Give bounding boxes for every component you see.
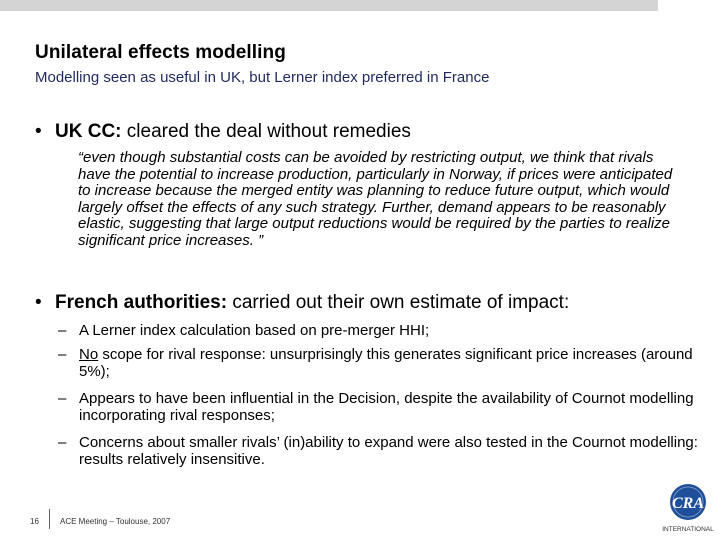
- dash-marker: –: [58, 346, 67, 363]
- bullet-label: UK CC:: [55, 121, 122, 142]
- footer-divider: [49, 509, 50, 529]
- sub-point: [58, 322, 698, 339]
- sub-point: [58, 390, 698, 424]
- bullet-text: cleared the deal without remedies: [121, 121, 411, 142]
- bullet-text: carried out their own estimate of impact:: [227, 292, 570, 313]
- sub-point-text: Concerns about smaller rivals’ (in)ability to expand were also tested in the Cournot modelling: results relatively insensitive.: [79, 434, 698, 468]
- emphasis-no: No: [79, 346, 99, 363]
- svg-text:INTERNATIONAL: INTERNATIONAL: [662, 526, 714, 533]
- sub-point-text: Appears to have been influential in the Decision, despite the availability of Cournot modelling incorporating rival responses;: [79, 390, 694, 424]
- bullet-marker: •: [35, 292, 42, 313]
- footer-event: ACE Meeting – Toulouse, 2007: [60, 517, 171, 526]
- slide-subtitle: Modelling seen as useful in UK, but Lerner index preferred in France: [35, 69, 490, 86]
- dash-marker: –: [58, 434, 67, 451]
- svg-text:CRA: CRA: [671, 495, 705, 512]
- sub-point-text: A Lerner index calculation based on pre-merger HHI;: [79, 322, 430, 339]
- slide-title: Unilateral effects modelling: [35, 42, 286, 63]
- sub-point: [58, 434, 698, 468]
- sub-point-text: No scope for rival response: unsurprisingly this generates significant price increases (around 5%);: [79, 346, 693, 380]
- bullet-label: French authorities:: [55, 292, 228, 313]
- sub-point: [58, 346, 698, 380]
- cra-logo-icon: [648, 480, 720, 540]
- uk-cc-quote: “even though substantial costs can be avoided by restricting output, we think that rivals have the potential to increase production, particularly in Norway, if prices were anticipated to increase because the merged entity was planning to reduce future output, which would largely offset the effects of any such strategy. Further, demand appears to be reasonably elastic, suggesting that large output reductions would be required by the parties to realize significant price increases. ”: [78, 149, 673, 249]
- dash-marker: –: [58, 322, 67, 339]
- bullet-marker: •: [35, 121, 42, 142]
- dash-marker: –: [58, 390, 67, 407]
- bullet-french-authorities: [35, 292, 569, 314]
- bullet-uk-cc: [35, 121, 411, 143]
- top-banner: [0, 0, 658, 11]
- page-number: 16: [30, 517, 39, 526]
